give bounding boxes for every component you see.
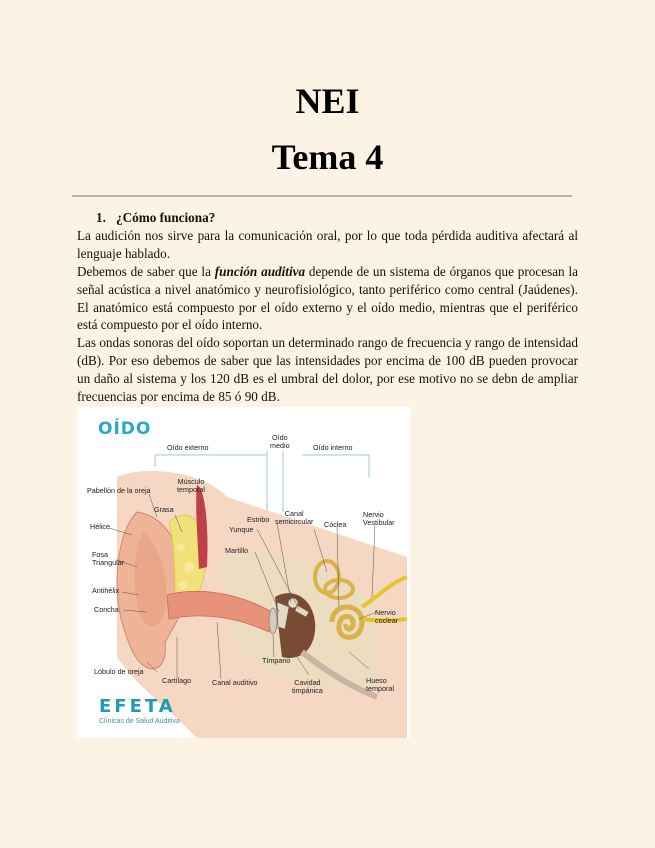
document-body <box>77 209 578 406</box>
label-nervio-coclear: Nervio coclear <box>375 608 399 625</box>
section-number: 1. <box>96 210 106 225</box>
label-coclea: Cóclea <box>324 520 347 529</box>
document-title: NEI <box>295 81 360 121</box>
label-martillo: Martillo <box>225 546 249 555</box>
label-oido-interno: Oído interno <box>313 443 353 452</box>
label-helix: Hélice <box>90 522 110 531</box>
label-pabellon: Pabellón de la oreja <box>87 486 151 495</box>
horizontal-divider <box>72 195 572 197</box>
label-canal-auditivo: Canal auditivo <box>212 678 258 687</box>
label-lobulo: Lóbulo de oreja <box>94 667 144 676</box>
paragraph-1: La audición nos sirve para la comunicación oral, por lo que toda pérdida auditiva afectará al lenguaje hablado. <box>77 227 578 261</box>
efeta-logo: EFETA <box>99 696 176 717</box>
label-grasa: Grasa <box>154 505 174 514</box>
paragraph-2 <box>77 263 578 335</box>
label-musculo-temporal: Músculo temporal <box>177 477 205 494</box>
label-oido-externo: Oído externo <box>167 443 209 452</box>
label-cartilago: Cartílago <box>162 676 192 685</box>
figure-title: OÍDO <box>98 419 152 439</box>
ear-anatomy-figure <box>77 407 410 738</box>
paragraph-2-end: depende de un sistema de órganos que procesan la señal acústica a nivel anatómico y neurofisiológico, tanto periférico como central (Jaúdenes). El anatómico está compuesto por el oído externo y el oído medio, mientras que el periférico está compuesto por el oído interno. <box>77 263 578 333</box>
document-subtitle: Tema 4 <box>271 137 384 177</box>
section-heading <box>77 209 578 227</box>
section-heading-text: ¿Cómo funciona? <box>116 210 216 225</box>
label-nervio-vestibular: Nervio Vestibular <box>363 510 395 527</box>
paragraph-2-highlight: función auditiva <box>214 263 306 279</box>
paragraph-2-start: Debemos de saber que la <box>77 263 215 279</box>
label-oido-medio: Oído medio <box>270 433 290 450</box>
efeta-logo-subtitle: Clínicas de Salud Auditiva <box>99 718 180 725</box>
label-antihelix: Antihélix <box>92 586 120 595</box>
ear-anatomy-illustration <box>77 407 410 738</box>
paragraph-3: Las ondas sonoras del oído soportan un determinado rango de frecuencia y rango de intensidad (dB). Por eso debemos de saber que las intensidades por encima de 100 dB pueden provocar un daño al sistema y los 120 dB es el umbral del dolor, por ese motivo no se debn de ampliar frecuencias por encima de 85 ó 90 dB. <box>77 335 578 405</box>
label-concha: Concha <box>94 605 119 614</box>
label-timpano: Tímpano <box>262 656 291 665</box>
label-yunque: Yunque <box>229 525 254 534</box>
label-canal-semicircular: Canal semicircular <box>275 509 314 526</box>
label-hueso-temporal: Hueso temporal <box>366 676 394 693</box>
label-estribo: Estribo <box>247 515 270 524</box>
label-fosa-triangular: Fosa Triangular <box>92 550 125 567</box>
label-caja-timpanica: Cavidad timpánica <box>292 678 323 695</box>
